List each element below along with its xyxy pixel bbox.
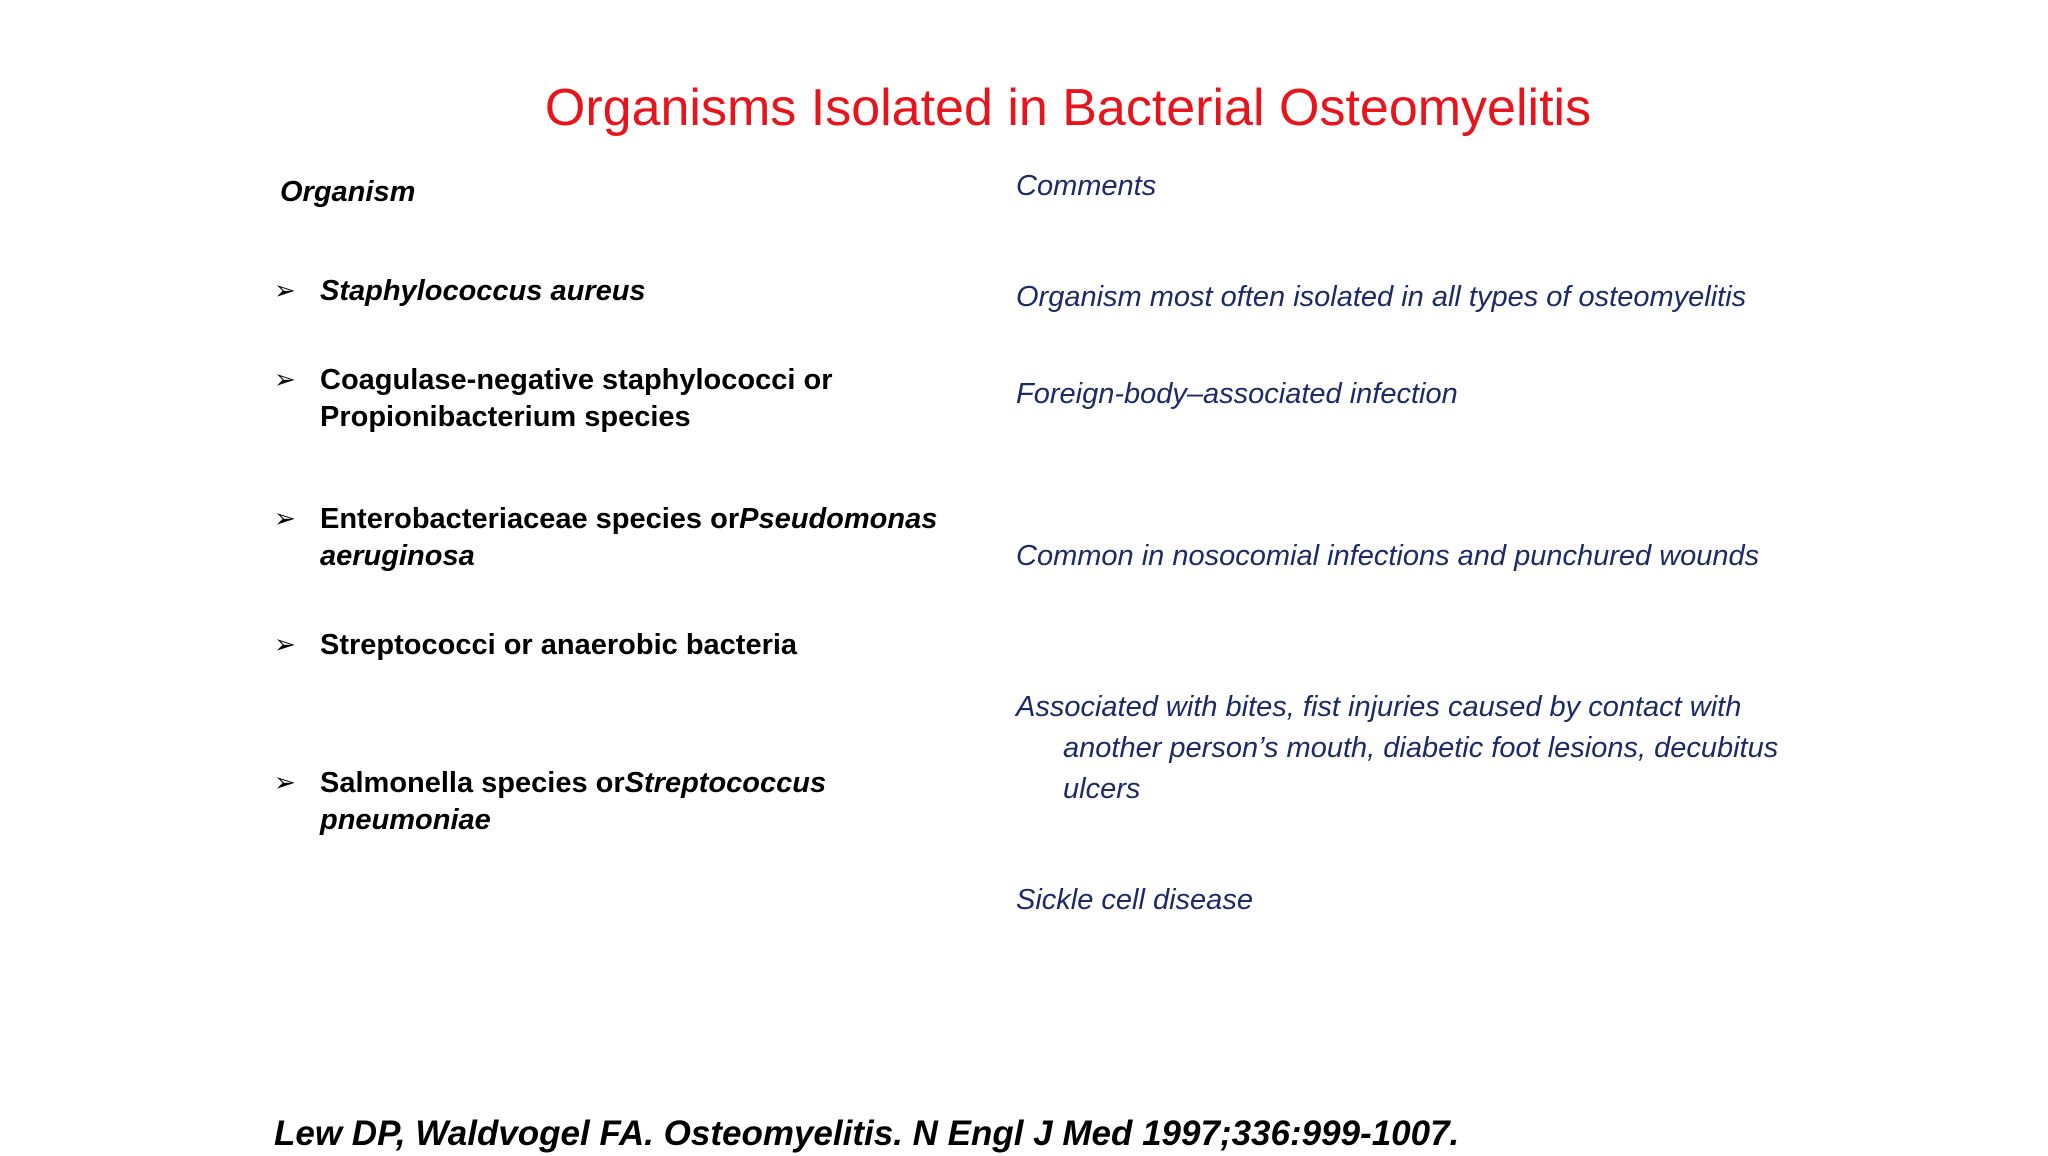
organism-text: Salmonella species orStreptococcus pneumoniae <box>320 767 827 836</box>
organism-text: Streptococci or anaerobic bacteria <box>320 629 798 661</box>
organism-text: Enterobacteriaceae species orPseudomonas aeruginosa <box>320 503 938 572</box>
organism-text: Coagulase-negative staphylococci or Propionibacterium species <box>320 364 833 433</box>
organism-italic-text: Staphylococcus aureus <box>320 275 646 307</box>
organism-item <box>274 501 974 575</box>
organism-item <box>274 627 974 664</box>
arrow-bullet-icon: ➢ <box>274 630 296 660</box>
citation: Lew DP, Waldvogel FA. Osteomyelitis. N Engl J Med 1997;336:999-1007. <box>274 1114 1460 1153</box>
organism-item <box>274 765 974 839</box>
arrow-bullet-icon: ➢ <box>274 365 296 395</box>
arrow-bullet-icon: ➢ <box>274 768 296 798</box>
arrow-bullet-icon: ➢ <box>274 504 296 534</box>
organism-text <box>320 273 974 310</box>
comment-text: Foreign-body–associated infection <box>1016 378 1458 410</box>
comment-text: Common in nosocomial infections and punchured wounds <box>1016 540 1760 572</box>
slide-title: Organisms Isolated in Bacterial Osteomyelitis <box>544 79 1592 137</box>
comment-text: Organism most often isolated in all types of osteomyelitis <box>1016 281 1747 313</box>
organism-item <box>274 362 974 436</box>
comment-text: Sickle cell disease <box>1016 884 1253 916</box>
arrow-bullet-icon: ➢ <box>274 276 296 306</box>
organism-item <box>274 273 974 310</box>
organism-column-header: Organism <box>280 176 416 208</box>
comments-column-header: Comments <box>1016 170 1157 202</box>
organism-italic-text: Streptococcus pneumoniae <box>320 767 827 836</box>
comment-text: Associated with bites, fist injuries caused by contact with another person’s mouth, diabetic foot lesions, decubitus ulcers <box>1016 691 1779 805</box>
organism-italic-text: Pseudomonas aeruginosa <box>320 503 938 572</box>
